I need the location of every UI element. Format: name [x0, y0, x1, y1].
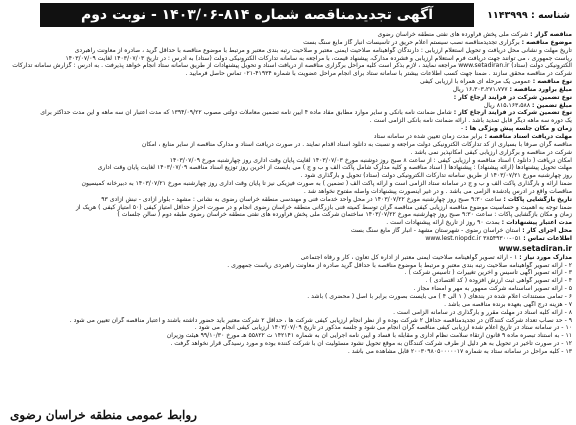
line-text: ضمناً توجه به اهمیت و حساسیت موضوع مناقصه ارزیابی کیفی مناقصه گران توسط کمیته فنی بازرگانی منطقه خراسان رضوی انجام و در صورت احراز حداقل امتیاز کیفی (۵۰ امتیاز کیفی ) هریک از [75, 203, 572, 211]
line-text: ۳ - ارائه تصویر آگهی تأسیس و آخرین تغییرات ( تأسیس شرکت ) . [404, 269, 572, 277]
notice-line [4, 86, 572, 94]
line-text: ۵ - ارائه تصویر اساسنامه شرکت ممهور به مهر و امضاء مجاز . [413, 285, 572, 293]
line-key: نوع تضمین شرکت در فرآیند ارجاع کار : [453, 93, 572, 101]
line-key: مهلت دریافت اسناد مناقصه : [484, 132, 572, 140]
line-key: مدارک مورد نیاز : [519, 253, 572, 261]
line-text: تاریخ مهلت و نشانی محل دریافت و تحویل استعلام ارزیابی : دارندگان گواهینامه صلاحیت ایمنی معتبر و صلاحیت رتبه بندی معتبر و مرتبط با موضوع مناقصه با حداقل گرید ، صادره از معاونت راهبردی [74, 46, 572, 54]
line-text: www.setadiran.ir [498, 243, 572, 253]
line-text: بمدت ۹۰ روز از تاریخ ارائه پیشنهادات است . [386, 219, 500, 227]
notice-title: آگهی تجدیدمناقصه شماره ۸۱۴-۱۴۰۳/۰۶ - نوبت دوم [40, 3, 474, 27]
notice-line [4, 227, 572, 235]
line-text: زمان و مکان بازگشایی پاکات : ساعت ۹:۳۰ صبح روز چهارشنبه مورخ ۱۴۰۳/۰۷/۲۲ ساختمان شرکت ملی پخش فرآورده های نفتی منطقه خراسان رضوی طبقه دوم ( سالن جلسات ) [117, 211, 572, 219]
line-text: ۱۳ - کلیه مراحل در سامانه ستاد به شماره ۲۰۰۳۰۹۸۰۵۰۰۰۰۰۱۷ قابل مشاهده می باشد . [347, 347, 572, 355]
notice-line [4, 293, 572, 301]
line-text: ضمناً ارائه و بارگذاری پاکت الف و ب و ج در سامانه ستاد الزامی است و ارائه پاکت الف ( تضمین ) به صورت فیزیکی نیز تا پایان وقت اداری روز چهارشنبه مورخ ۱۴۰۳/۰۷/۲۱ به دبیرخانه کمیسیون [81, 180, 572, 188]
line-text: ۶ - تمامی مستندات اعلام شده در بندهای ( ۱ الی ۴ ) می بایست بصورت برابر با اصل ( محضری ) باشد . [307, 293, 572, 300]
notice-line [4, 125, 572, 133]
line-key: نوع تضمین شرکت در فرآیند ارجاع کار : [453, 109, 572, 117]
notice-line [4, 317, 572, 325]
notice-line [4, 94, 572, 102]
line-key: مبلغ تضمین : [532, 101, 572, 109]
notice-line [4, 180, 572, 188]
notice-line [4, 211, 572, 219]
line-text: الکترونیکی دولت (ستاد) www.setadiran.ir مراجعه نمایند ، لازم بذکر است کلیه مراحل برگزاری مناقصه از دریافت اسناد و تحویل پیشنهادات از طریق سامانه ستاد انجام خواهد پذیرفت . به آدرس : گزارش سامانه تدارکات [12, 62, 572, 70]
notice-line [4, 188, 572, 196]
line-key: مدت اعتبار پیشنهادات : [501, 219, 572, 227]
notice-line [4, 254, 572, 262]
line-text: ۱۶،۳۰۳،۲۷۱،۷۷۷ ریال [452, 85, 508, 93]
line-key: مناقصه گزار : [530, 31, 572, 38]
line-text: روز چهارشنبه مورخ ۱۴۰۳/۰۷/۲۱ از طریق سامانه تدارکات الکترونیکی دولت (ستاد) تحویل و بارگذاری شود . [300, 172, 572, 180]
line-text: شرکت در مناقصه محقق سازند . ضمناً جهت کسب اطلاعات بیشتر با سامانه ستاد برای انجام مراحل عضویت با شماره ۴۱۹۳۴-۰۲۱ تماس حاصل فرمایید . [185, 70, 572, 78]
line-text: امکان دریافت ( دانلود ) اسناد مناقصه و ارزیابی کیفی : از ساعت ۸ صبح روز دوشنبه مورخ ۱۴۰۳/۰۷/۰۳ لغایت پایان وقت اداری روز چهارشنبه مورخ ۱۴۰۳/۰۷/۰۹ [169, 156, 572, 164]
notice-line [4, 117, 572, 125]
notice-line [4, 269, 572, 277]
notice-line [4, 62, 572, 70]
notice-line [4, 348, 572, 356]
notice-line [4, 164, 572, 172]
notice-line [4, 78, 572, 86]
notice-line [4, 309, 572, 317]
notice-line [4, 172, 572, 180]
public-relations-logo: روابط عمومی منطقه خراسان رضوی [10, 408, 197, 422]
notice-line [4, 301, 572, 309]
line-text: شامل ضمانت نامه بانکی و سایر موارد مطابق مفاد ماده ۴ آیین نامه تضمین معاملات دولتی مصوب ۱۳۹۴/۰۹/۲۲ که مدت اعتبار آن سه ماهه و این مدت حداکثر برای [40, 109, 452, 117]
shenase-label: شناسه : ۱۱۴۳۹۹۹ [487, 9, 570, 21]
notice-line [4, 219, 572, 227]
notice-line [4, 39, 572, 47]
line-text: برابر مدت زمان تعیین شده در سامانه ستاد [373, 132, 483, 140]
notice-line [4, 157, 572, 165]
notice-line [4, 324, 572, 332]
line-key: محل اجرای کار : [522, 227, 572, 235]
line-key: نوع مناقصه : [532, 78, 572, 86]
notice-line [4, 133, 572, 141]
line-text: شرکت ملی پخش فرآورده های نفتی منطقه خراسان رضوی [377, 31, 529, 38]
line-key: مبلغ برآورد مناقصه : [509, 85, 572, 93]
line-key: اطلاعات تماس : [523, 234, 572, 242]
notice-line [4, 196, 572, 204]
line-text: استان خراسان رضوی - شهرستان مشهد - انبار گاز مایع سنگ بست [350, 227, 521, 235]
line-text: یک دوره سه ماهه دیگر قابل تمدید باشد . ارائه ضمانت نامه بانکی الزامی است . [369, 117, 572, 125]
line-text: مناقصات واقع در آدرس یادشده الزامی می باشد . و در غیر اینصورت پیشنهادات واصله مفتوح نخواهد شد . [303, 187, 572, 195]
line-text: ۰۵۱-۳۸۵۴۹۳۰۰ www.lest.niopdc.ir [425, 234, 522, 242]
line-text: ۱۲ - در صورت تأخیر در تحویل به هر دلیل از طرف شرکت کنندگان به موقع تحویل نشود مسئولیت آن با شرکت کننده بوده و مورد رسیدگی قرار نخواهد گرفت . [170, 340, 572, 348]
notice-line [4, 141, 572, 149]
notice-line [4, 235, 572, 243]
line-text: ساعت ۹:۳۰ صبح روز چهارشنبه مورخ ۱۴۰۳/۰۷/۲۲ در محل واحد خدمات فنی و مهندسی منطقه خراسان رضوی به نشانی : مشهد - بلوار آزادی - نبش آزادی ۹۳ [101, 195, 502, 203]
line-text: ۲ - ارائه تصویر گواهینامه صلاحیت رتبه بندی معتبر و مرتبط با موضوع مناقصه با حداقل گرید صادره از معاونت راهبردی ریاست جمهوری . [227, 261, 572, 269]
notice-line [4, 332, 572, 340]
line-text: ۷ - هزینه درج آگهی بعهده برنده مناقصه می باشد . [444, 300, 572, 308]
line-text: ۴ - ارائه تصویر گواهی ثبت ارزش افزوده ( کد اقتصادی ) . [425, 277, 572, 285]
line-text: ۸۱۵،۱۶۳،۵۸۸ ریال [483, 101, 531, 109]
notice-line [4, 277, 572, 285]
line-text: شرکت در مناقصه و برگزاری ارزیابی کیفی امکانپذیر نمی باشد . [410, 148, 572, 156]
line-key: موضوع مناقصه : [521, 38, 572, 46]
line-text: ۱ - ارائه تصویر گواهینامه صلاحیت ایمنی معتبر از اداره کل تعاون ، کار و رفاه اجتماعی [300, 253, 518, 261]
notice-line [4, 149, 572, 157]
line-text: مهلت تحویل پیشنهادها (ارائه پیشنهاد) : پیشنهادها ( اسناد مناقصه و کلیه مدارک شامل پاکت الف و ب و ج ) می بایست از آخرین روز توزیع اسناد مناقصه ۱۴۰۳/۰۷/۰۹ لغایت پایان وقت اداری [97, 164, 572, 172]
line-text: برگزاری تجدیدمناقصه نصب سیستم اعلام حریق در تأسیسات انبار گاز مایع سنگ بست [303, 38, 520, 46]
line-text: - [460, 125, 464, 133]
line-key: تاریخ بازگشایی پاکات : [503, 195, 572, 203]
notice-line [4, 285, 572, 293]
notice-line [4, 102, 572, 110]
notice-line [4, 47, 572, 55]
notice-line [4, 55, 572, 63]
notice-line [4, 204, 572, 212]
notice-line [4, 31, 572, 39]
notice-body [4, 31, 572, 411]
line-text: ۹ - حد نصاب تعداد شرکت کنندگان در تجدیدمناقصه حداقل ۲ شرکت بوده و از نظر انجام ارزیابی کیفی شرکت ها ، حداقل ۲ شرکت معتبر باید حضور داشته باشند و اعتبار مناقصه گران تعیین می شود . [69, 316, 572, 324]
notice-line [4, 70, 572, 78]
notice-line [4, 262, 572, 270]
notice-line [4, 340, 572, 348]
line-text: ۱۰ - در سامانه ستاد در تاریخ اعلام شده ارزیابی کیفی مناقصه گران انجام می شود و جلسه مذکور در تاریخ ۱۴۰۳/۰۷/۰۹ ارزیابی کیفی انجام می شود . [194, 324, 572, 332]
notice-header [0, 0, 576, 30]
line-text: عمومی یک مرحله ای همراه با ارزیابی کیفی [420, 78, 531, 86]
notice-line [4, 243, 572, 254]
line-text: مناقصه گران صرفاً با بسیاری از کد تدارکات الکترونیکی دولت مراجعه و نسبت به دانلود اسناد اقدام نمایند . در صورت دریافت اسناد و مدارک مناقصه از سایر منابع ، امکان [141, 140, 572, 148]
line-key: زمان و مکان جلسه پیش ویژگی ها : [465, 125, 572, 133]
line-text: ۸ - ارائه کلیه اسناد در مهلت مقرر و بارگذاری در سامانه الزامی است . [393, 308, 572, 316]
line-text: ۱۱ - به استناد تبصره ماده ۹ قانون ارتقاء سلامت نظام اداری و مقابله با فساد و آیین نامه اجرایی آن به شماره ۱۴۲۱۴۱ ت ۵۵۸۲۲ هـ مورخ ۹۹/۱۰/۳۰ هیئت وزیران [166, 332, 572, 340]
notice-line [4, 109, 572, 117]
line-text: ریاست جمهوری ، می توانند جهت دریافت فرم استعلام ارزیابی و فشرده مدارک، پیشنهاد قیمت، با مراجعه به سامانه تدارکات الکترونیکی دولت (ستاد) به آدرس : در تاریخ ۱۴۰۳/۰۷/۰۳ لغایت ۱۴۰۳/۰۷/۰۹ [65, 54, 572, 62]
